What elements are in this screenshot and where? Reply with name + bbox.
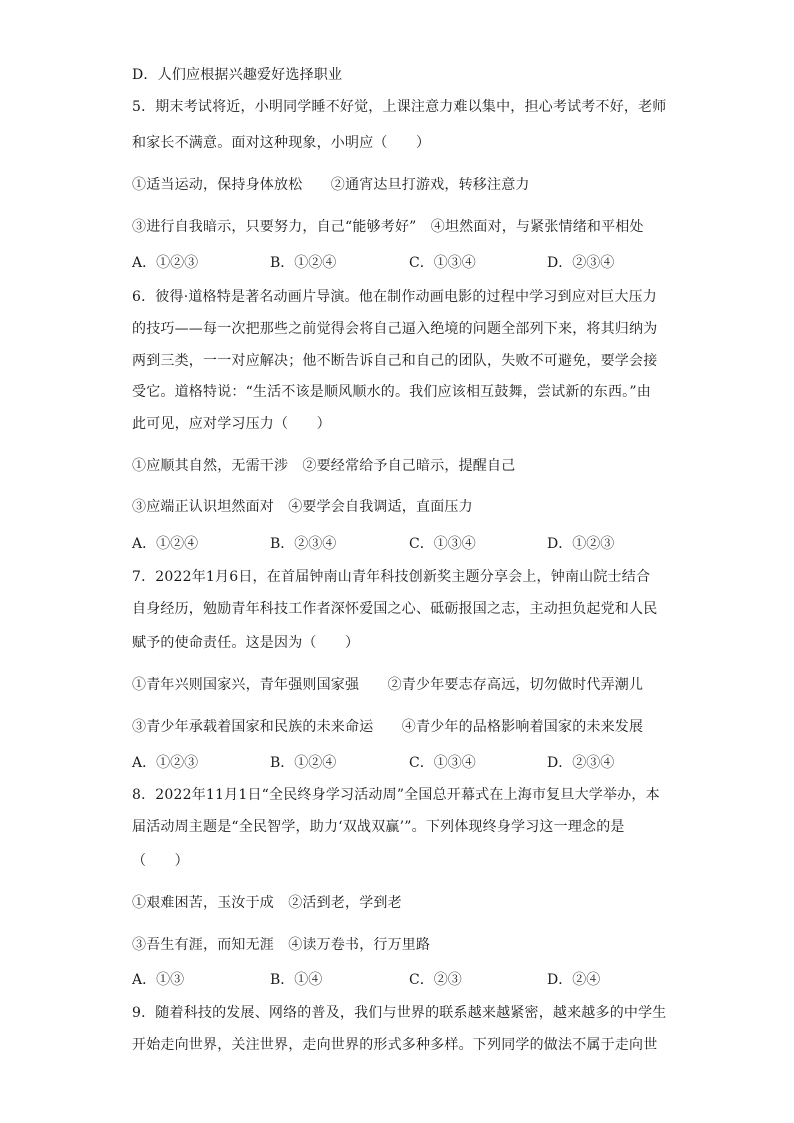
q7-option-b: B．①②④ bbox=[270, 755, 337, 771]
q8-option-b: B．①④ bbox=[270, 972, 323, 988]
q5-stem-line-1: 5．期末考试将近，小明同学睡不好觉，上课注意力难以集中，担心考试考不好，老师 bbox=[132, 99, 667, 115]
q8-stem-line-1: 8．2022年11月1日“全民终身学习活动周”全国总开幕式在上海市复旦大学举办，本 bbox=[132, 787, 660, 803]
q5-stem-line-2: 和家长不满意。面对这种现象，小明应（ ） bbox=[132, 135, 431, 151]
q7-statement-1-2: ①青年兴则国家兴，青年强则国家强 ②青少年要志存高远，切勿做时代弄潮儿 bbox=[132, 677, 644, 693]
q7-option-c: C．①③④ bbox=[409, 755, 476, 771]
q4-option-d: D．人们应根据兴趣爱好选择职业 bbox=[132, 67, 343, 83]
q5-option-a: A．①②③ bbox=[132, 255, 199, 271]
q6-option-d: D．①②③ bbox=[547, 536, 615, 552]
q8-stem-line-3: （ ） bbox=[132, 853, 189, 869]
q7-stem-line-1: 7．2022年1月6日，在首届钟南山青年科技创新奖主题分享会上，钟南山院士结合 bbox=[132, 569, 651, 585]
q6-option-b: B．②③④ bbox=[270, 536, 337, 552]
q7-stem-line-2: 自身经历，勉励青年科技工作者深怀爱国之心、砥砺报国之志，主动担负起党和人民 bbox=[132, 601, 658, 617]
q6-stem-line-2: 的技巧——每一次把那些之前觉得会将自己逼入绝境的问题全部列下来，将其归纳为 bbox=[132, 321, 658, 337]
q8-option-c: C．②③ bbox=[409, 972, 462, 988]
q9-stem-line-2: 开始走向世界，关注世界，走向世界的形式多种多样。下列同学的做法不属于走向世 bbox=[132, 1037, 658, 1053]
q9-stem-line-1: 9．随着科技的发展、网络的普及，我们与世界的联系越来越紧密，越来越多的中学生 bbox=[132, 1005, 667, 1021]
q5-statement-3-4: ③进行自我暗示，只要努力，自己“能够考好” ④坦然面对，与紧张情绪和平相处 bbox=[132, 219, 644, 235]
q8-stem-line-2: 届活动周主题是“全民智学，助力‘双战双赢’”。下列体现终身学习这一理念的是 bbox=[132, 819, 625, 835]
q6-stem-line-1: 6．彼得·道格特是著名动画片导演。他在制作动画电影的过程中学习到应对巨大压力 bbox=[132, 289, 657, 305]
q6-stem-line-3: 两到三类，一一对应解决；他不断告诉自己和自己的团队，失败不可避免，要学会接 bbox=[132, 353, 658, 369]
q8-option-d: D．②④ bbox=[547, 972, 601, 988]
q8-statement-3-4: ③吾生有涯，而知无涯 ④读万卷书，行万里路 bbox=[132, 937, 431, 953]
q5-option-b: B．①②④ bbox=[270, 255, 337, 271]
q7-option-a: A．①②③ bbox=[132, 755, 199, 771]
q8-option-a: A．①③ bbox=[132, 972, 185, 988]
q7-option-d: D．②③④ bbox=[547, 755, 615, 771]
q5-option-c: C．①③④ bbox=[409, 255, 476, 271]
q6-stem-line-5: 此可见，应对学习压力（ ） bbox=[132, 416, 331, 432]
q6-statement-1-2: ①应顺其自然，无需干涉 ②要经常给予自己暗示，提醒自己 bbox=[132, 458, 516, 474]
q7-stem-line-3: 赋予的使命责任。这是因为（ ） bbox=[132, 635, 360, 651]
q6-option-a: A．①②④ bbox=[132, 536, 199, 552]
q7-statement-3-4: ③青少年承载着国家和民族的未来命运 ④青少年的品格影响着国家的未来发展 bbox=[132, 719, 644, 735]
q8-statement-1-2: ①艰难困苦，玉汝于成 ②活到老，学到老 bbox=[132, 895, 402, 911]
q5-option-d: D．②③④ bbox=[547, 255, 615, 271]
q6-statement-3-4: ③应端正认识坦然面对 ④要学会自我调适，直面压力 bbox=[132, 499, 473, 515]
q6-option-c: C．①③④ bbox=[409, 536, 476, 552]
q6-stem-line-4: 受它。道格特说：“生活不该是顺风顺水的。我们应该相互鼓舞，尝试新的东西。”由 bbox=[132, 384, 651, 400]
q5-statement-1-2: ①适当运动，保持身体放松 ②通宵达旦打游戏，转移注意力 bbox=[132, 177, 530, 193]
